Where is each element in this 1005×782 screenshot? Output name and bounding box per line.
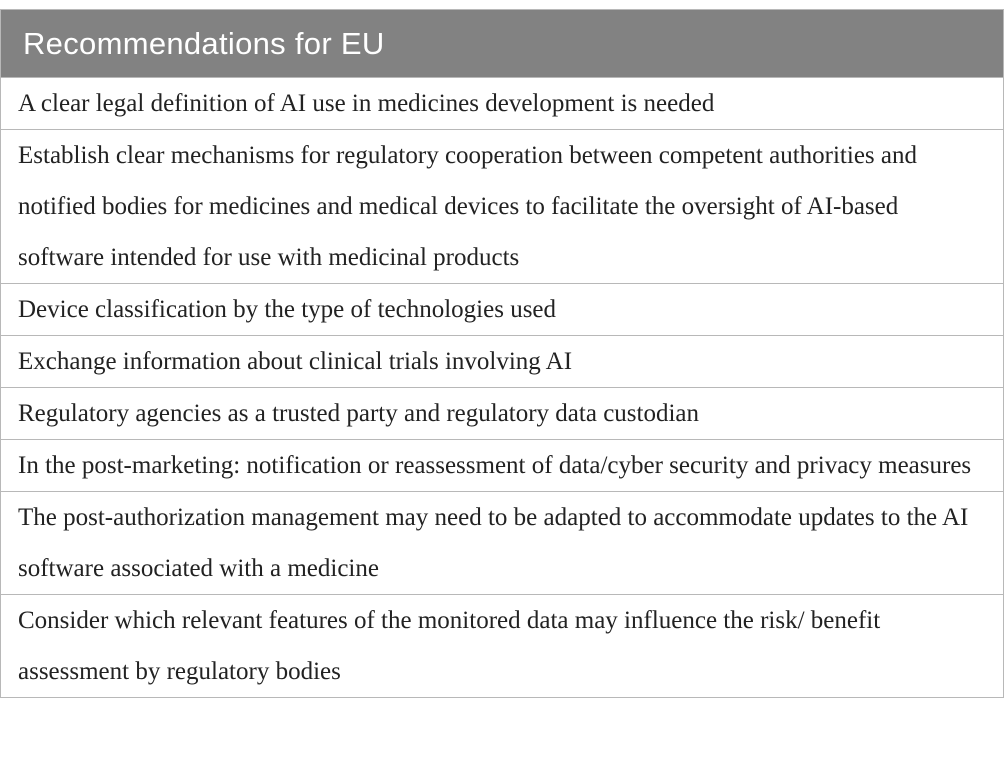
table-row xyxy=(1,77,1003,129)
table-row xyxy=(1,335,1003,387)
table-row-text: In the post-marketing: notification or reassessment of data/cyber security and privacy measures xyxy=(18,452,972,479)
table-row-text: A clear legal definition of AI use in medicines development is needed xyxy=(18,90,715,117)
table-row xyxy=(1,491,1003,594)
table-row xyxy=(1,594,1003,697)
table-row-text: Regulatory agencies as a trusted party and regulatory data custodian xyxy=(18,400,700,427)
table-row-text: Device classification by the type of technologies used xyxy=(18,296,557,323)
table-header-title: Recommendations for EU xyxy=(23,25,385,61)
table-row xyxy=(1,387,1003,439)
table-row xyxy=(1,283,1003,335)
table-row-text: Consider which relevant features of the monitored data may influence the risk/ benefit assessment by regulatory bodies xyxy=(18,607,881,685)
table-row xyxy=(1,129,1003,283)
recommendations-table xyxy=(0,9,1004,698)
table-row-text: Establish clear mechanisms for regulatory cooperation between competent authorities and notified bodies for medicines and medical devices to facilitate the oversight of AI-based software intended for use with medicinal products xyxy=(18,142,917,271)
table-row-text: The post-authorization management may need to be adapted to accommodate updates to the AI software associated with a medicine xyxy=(18,504,969,582)
table-row xyxy=(1,439,1003,491)
table-header xyxy=(1,10,1003,77)
table-row-text: Exchange information about clinical trials involving AI xyxy=(18,348,573,375)
